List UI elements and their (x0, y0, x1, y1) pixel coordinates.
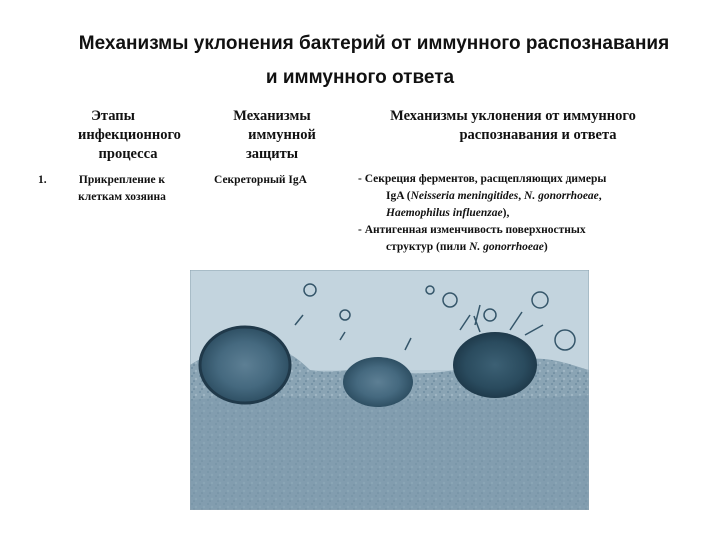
row-stage-line: Прикрепление к (78, 174, 166, 186)
species-name: Neisseria meningitides (410, 190, 519, 202)
page-title: Механизмы уклонения бактерий от иммунного распознавания (78, 33, 670, 54)
header-defense (222, 107, 332, 164)
row-evasion (358, 171, 688, 256)
evasion-text: , (598, 190, 602, 202)
evasion-text: ), (502, 207, 510, 219)
evasion-text: структур (пили (386, 241, 470, 253)
evasion-text: IgA ( (386, 190, 411, 202)
header-defense-line: защиты (245, 146, 299, 162)
row-number: 1. (38, 174, 47, 186)
micrograph-image (190, 270, 589, 510)
evasion-item-1: - Секреция ферментов, расщепляющих димеры (358, 173, 607, 185)
header-stages-line: Этапы (91, 108, 135, 124)
header-defense-line: Механизмы (233, 108, 311, 124)
species-name: N. gonorrhoeae (524, 190, 599, 202)
row-defense: Секреторный IgA (214, 174, 307, 186)
evasion-text: ) (543, 241, 548, 253)
header-stages-line: процесса (98, 146, 158, 162)
evasion-item-1-cont (358, 188, 688, 205)
evasion-item-2-cont (358, 239, 688, 256)
header-evasion (378, 107, 678, 145)
header-evasion-line: Механизмы уклонения от иммунного (390, 108, 636, 124)
species-name: Haemophilus influenzae (386, 207, 503, 219)
row-stage-line: клеткам хозяина (78, 191, 166, 203)
row-stage (62, 172, 182, 206)
species-name: N. gonorrhoeae (469, 241, 544, 253)
header-stages-line: инфекционного (78, 127, 181, 143)
evasion-item-2: - Антигенная изменчивость поверхностных (358, 224, 586, 236)
evasion-item-1-cont (358, 205, 688, 222)
evasion-text: , (518, 190, 525, 202)
header-defense-line: иммунной (248, 127, 316, 143)
header-stages (78, 107, 181, 164)
header-evasion-line: распознавания и ответа (459, 127, 617, 143)
page-title-line-2: и иммунного ответа (265, 67, 455, 88)
